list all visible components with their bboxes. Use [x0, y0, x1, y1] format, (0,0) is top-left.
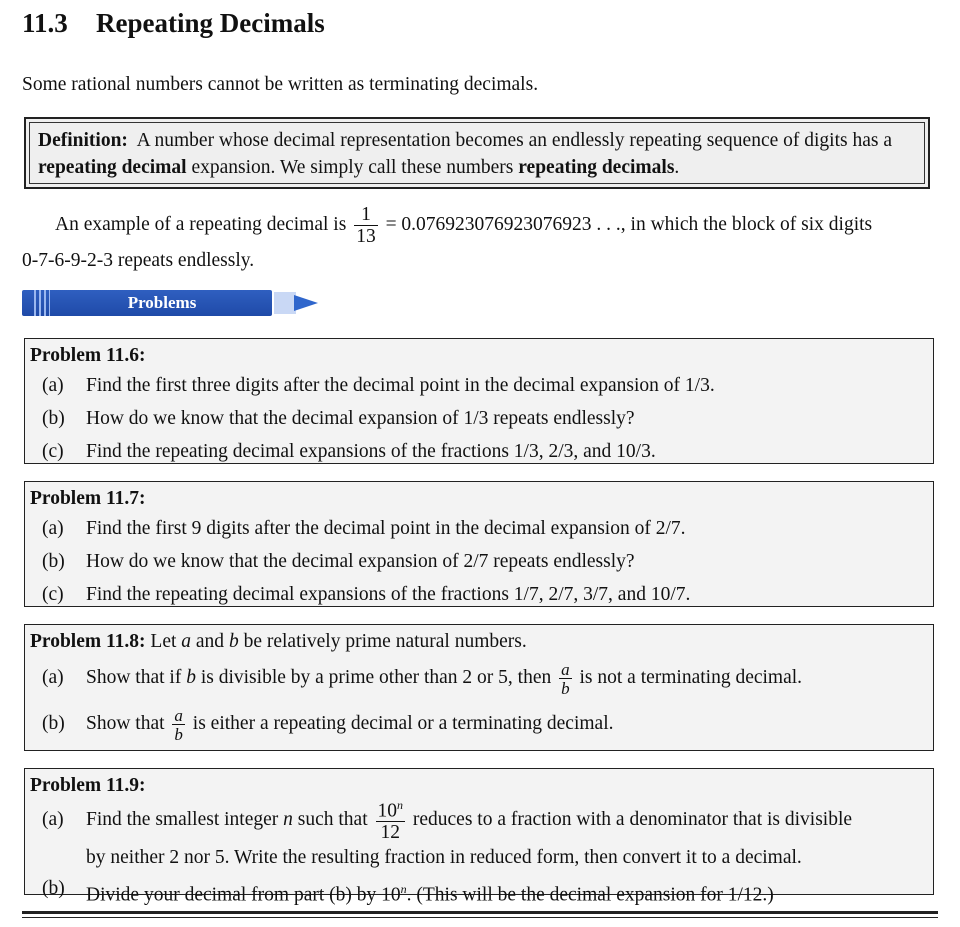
part-label: (a)	[42, 667, 64, 688]
fraction-numerator: a	[174, 705, 183, 725]
problem-11-9-title: Problem 11.9:	[30, 775, 146, 796]
part-text: Show that if	[86, 667, 182, 688]
fraction-a-over-b	[172, 707, 185, 743]
footer-rule-thin	[22, 917, 938, 918]
problem-11-9-part-b	[30, 873, 925, 912]
definition-text-2: expansion. We simply call these numbers	[191, 157, 514, 178]
part-text: reduces to a fraction with a denominator that is divisible	[412, 809, 853, 831]
problem-11-9-box	[24, 768, 934, 905]
part-label: (b)	[42, 408, 65, 429]
fraction-10n-over-12	[376, 799, 406, 843]
part-text: Find the repeating decimal expansions of the fractions 1/3, 2/3, and 10/3.	[86, 441, 656, 462]
problem-11-7-box	[24, 481, 934, 607]
part-label: (b)	[42, 877, 65, 899]
definition-term-2: repeating decimals	[518, 157, 675, 178]
definition-term-1: repeating decimal	[38, 157, 187, 178]
section-number: 11.3	[22, 8, 68, 38]
part-text: Show that	[86, 713, 165, 734]
section-title: Repeating Decimals	[96, 8, 325, 38]
example-paragraph	[22, 205, 942, 276]
problem-11-7-part-c	[30, 578, 925, 611]
part-label: (c)	[42, 584, 64, 605]
part-label: (a)	[42, 809, 64, 830]
exponent-n: n	[400, 881, 407, 896]
fraction-denominator: b	[174, 724, 183, 744]
problem-11-8-lead	[30, 629, 925, 655]
numerator-exponent: n	[397, 798, 403, 812]
var-b: b	[186, 667, 196, 688]
example-fraction-denominator: 13	[356, 225, 376, 247]
part-text: . (This will be the decimal expansion for 1/12.)	[406, 884, 774, 905]
example-value: = 0.076923076923076923 . . ., in which the block of six digits	[385, 213, 873, 235]
part-text: Divide your decimal from part (b) by 10	[86, 884, 401, 905]
problem-11-6-part-c	[30, 435, 925, 468]
example-fraction-numerator: 1	[361, 204, 371, 225]
fraction-numerator	[376, 799, 406, 821]
part-text: Find the smallest integer	[86, 809, 279, 831]
var-n: n	[283, 809, 293, 831]
var-b: b	[228, 631, 239, 652]
fraction-denominator: b	[561, 678, 570, 698]
problem-11-7-part-b	[30, 545, 925, 578]
fraction-numerator: a	[561, 659, 570, 679]
lead-text: Let	[150, 631, 177, 652]
problem-11-6-part-b	[30, 402, 925, 435]
problem-11-8-title: Problem 11.8:	[30, 631, 146, 652]
example-lead: An example of a repeating decimal is	[55, 213, 347, 235]
problem-11-6-part-a	[30, 369, 925, 402]
part-label: (a)	[42, 375, 64, 396]
problem-11-8-part-b	[30, 701, 925, 747]
definition-box	[24, 117, 930, 189]
problem-11-9-part-a	[30, 799, 925, 873]
part-label: (c)	[42, 441, 64, 462]
numerator-base: 10	[377, 800, 397, 822]
footer-rule-thick	[22, 911, 938, 914]
part-text: is divisible by a prime other than 2 or 5, then	[200, 667, 552, 688]
problem-11-8-box	[24, 624, 934, 751]
fraction-a-over-b	[559, 661, 572, 697]
lead-text: and	[195, 631, 225, 652]
var-a: a	[181, 631, 192, 652]
part-text: such that	[297, 809, 368, 831]
banner-label: Problems	[127, 293, 197, 312]
part-label: (b)	[42, 713, 65, 734]
definition-label: Definition:	[38, 130, 128, 151]
problem-11-6-title: Problem 11.6:	[30, 345, 146, 366]
part-label: (b)	[42, 551, 65, 572]
problem-11-8-part-a	[30, 655, 925, 701]
lead-text: be relatively prime natural numbers.	[243, 631, 527, 652]
definition-text-3: .	[674, 157, 680, 178]
definition-text-1: A number whose decimal representation becomes an endlessly repeating sequence of digits has a	[136, 130, 892, 151]
fraction-denominator: 12	[376, 821, 406, 843]
problem-11-6-box	[24, 338, 934, 464]
part-text: How do we know that the decimal expansion of 2/7 repeats endlessly?	[86, 551, 635, 572]
part-label: (a)	[42, 518, 64, 539]
intro-text: Some rational numbers cannot be written as terminating decimals.	[22, 74, 539, 95]
problems-banner	[22, 286, 322, 320]
problem-11-7-title: Problem 11.7:	[30, 488, 146, 509]
part-text: is either a repeating decimal or a terminating decimal.	[192, 713, 614, 734]
part-text: Find the repeating decimal expansions of the fractions 1/7, 2/7, 3/7, and 10/7.	[86, 584, 691, 605]
part-text: How do we know that the decimal expansion of 1/3 repeats endlessly?	[86, 408, 635, 429]
part-text: is not a terminating decimal.	[579, 667, 803, 688]
example-fraction	[354, 205, 378, 246]
part-text: Find the first three digits after the decimal point in the decimal expansion of 1/3.	[86, 375, 715, 396]
problem-11-7-part-a	[30, 512, 925, 545]
example-line-2: 0-7-6-9-2-3 repeats endlessly.	[22, 250, 255, 271]
part-text: by neither 2 nor 5. Write the resulting fraction in reduced form, then convert it to a decimal.	[86, 846, 802, 868]
part-text: Find the first 9 digits after the decimal point in the decimal expansion of 2/7.	[86, 518, 686, 539]
